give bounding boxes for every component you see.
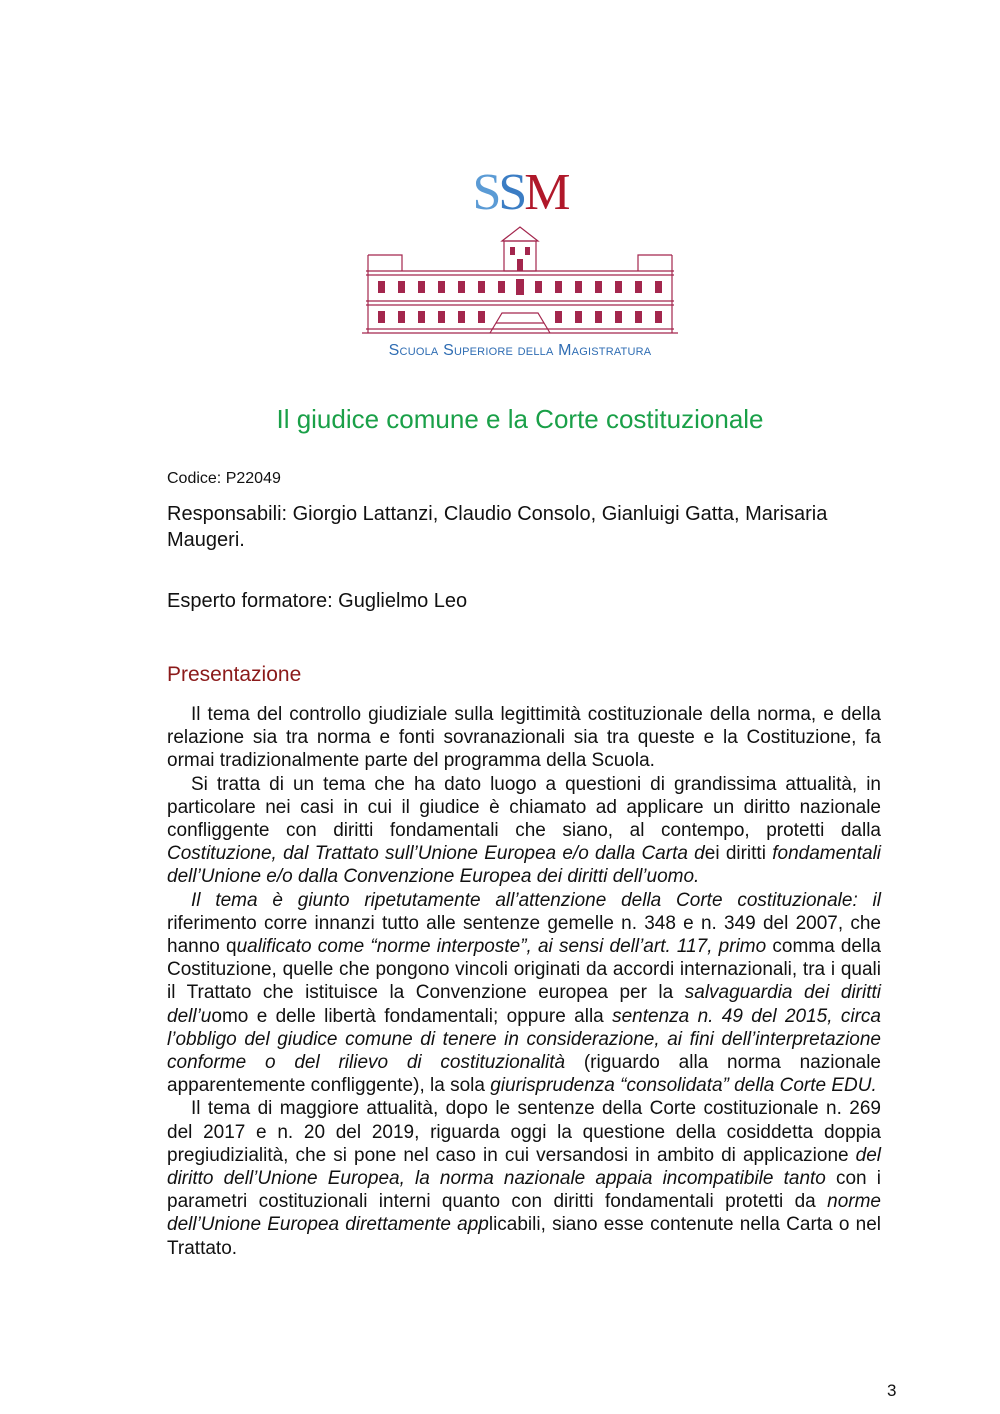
ssm-logo [362,165,678,365]
paragraph-3: Il tema è giunto ripetutamente all’attenzione della Corte costituzionale: il riferimento corre innanzi tutto alle sentenze gemelle n. 348 e n. 349 del 2007, che hanno qualificato come “norme interposte”, ai sensi dell’art. 117, primo comma della Costituzione, quelle che pongono vincoli originati da accordi internazionali, tra i quali il Trattato che istituisce la Convenzione europea per la salvaguardia dei diritti dell’uomo e delle libertà fondamentali; oppure alla sentenza n. 49 del 2015, circa l’obbligo del giudice comune di tenere in considerazione, ai fini dell’interpretazione conforme o del rilievo di costituzionalità (riguardo alla norma nazionale apparentemente confliggente), la sola giurisprudenza “consolidata” della Corte EDU. [167,889,882,1097]
building-illustration [362,225,678,337]
paragraph-1: Il tema del controllo giudiziale sulla legittimità costituzionale della norma, e della relazione sia tra norma e fonti sovranazionali sia tra queste e la Costituzione, fa ormai tradizionalmente parte del programma della Scuola. [167,704,881,772]
paragraph-4: Il tema di maggiore attualità, dopo le sentenze della Corte costituzionale n. 269 del 2017 e n. 20 del 2019, riguarda oggi la questione della cosiddetta doppia pregiudizialità, che si pone nel caso in cui versandosi in ambito di applicazione del diritto dell’Unione Europea, la norma nazionale appaia incompatibile tanto con i parametri costituzionali interni quanto con diritti fondamentali protetti da norme dell’Unione Europea direttamente applicabili, siano esse contenute nella Carta o nel Trattato. [167,1098,881,1259]
esperto-formatore: Esperto formatore: Guglielmo Leo [167,590,468,612]
page-number: 3 [887,1381,897,1400]
school-name: Scuola Superiore della Magistratura [388,342,652,359]
course-code: Codice: P22049 [167,470,281,487]
section-heading: Presentazione [167,663,302,686]
responsabili: Responsabili: Giorgio Lattanzi, Claudio Consolo, Gianluigi Gatta, Marisaria Maugeri. [167,503,828,551]
ssm-wordmark: SSM [472,164,568,221]
paragraph-2: Si tratta di un tema che ha dato luogo a questioni di grandissima attualità, in particolare nei casi in cui il giudice è chiamato ad applicare un diritto nazionale confliggente con diritti fondamentali che siano, al contempo, protetti dalla Costituzione, dal Trattato sull’Unione Europea e/o dalla Carta dei diritti fondamentali dell’Unione e/o dalla Convenzione Europea dei diritti dell’uomo. [167,773,882,888]
document-title: Il giudice comune e la Corte costituzionale [276,404,764,434]
presentation-body [167,703,881,1260]
